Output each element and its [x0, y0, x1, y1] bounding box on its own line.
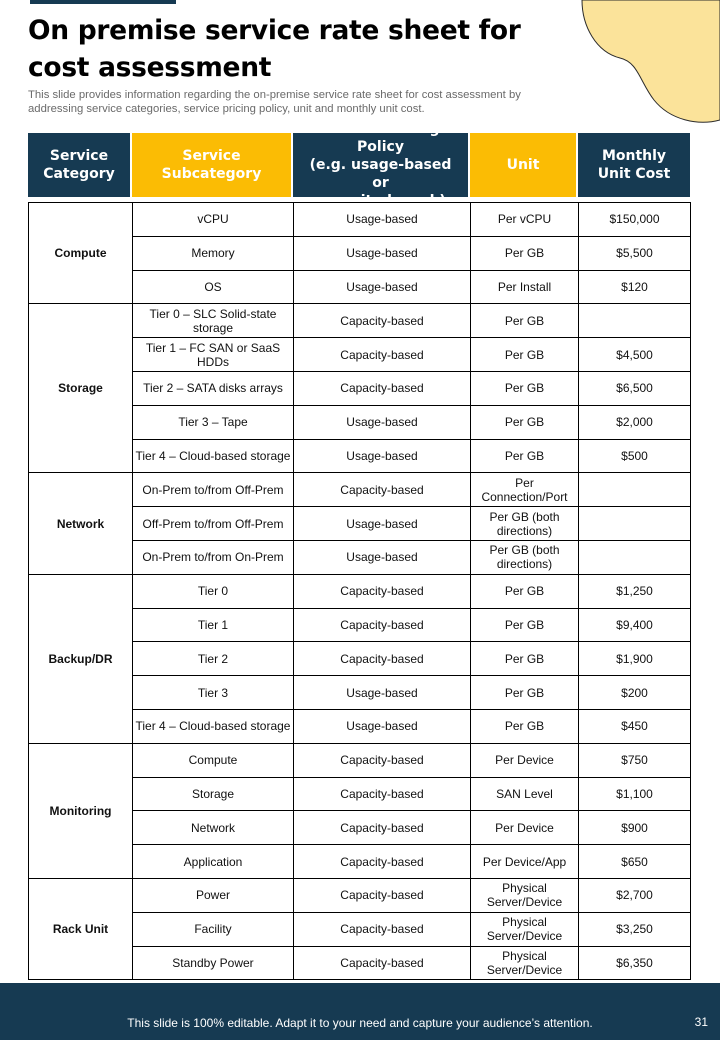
decorative-blob-shape: [582, 0, 720, 122]
subcategory-cell: Tier 3: [133, 676, 294, 710]
subcategory-cell: Off-Prem to/from Off-Prem: [133, 507, 294, 541]
table-row: [29, 473, 691, 507]
subcategory-cell: vCPU: [133, 203, 294, 237]
table-row: [29, 304, 691, 338]
category-cell: Rack Unit: [29, 878, 133, 979]
monthly-cost-cell: $1,900: [579, 642, 691, 676]
pricing-policy-cell: Capacity-based: [294, 946, 471, 980]
rate-table: [28, 202, 691, 980]
unit-cell: Per GB: [471, 405, 579, 439]
pricing-policy-cell: Usage-based: [294, 270, 471, 304]
pricing-policy-cell: Usage-based: [294, 236, 471, 270]
pricing-policy-cell: Usage-based: [294, 203, 471, 237]
unit-cell: Per GB: [471, 608, 579, 642]
unit-cell: Per GB (both directions): [471, 507, 579, 541]
pricing-policy-cell: Capacity-based: [294, 304, 471, 338]
unit-cell: Per GB (both directions): [471, 540, 579, 574]
unit-cell: Per GB: [471, 304, 579, 338]
table-row: [29, 203, 691, 237]
monthly-cost-cell: [579, 507, 691, 541]
page-title: [28, 12, 588, 86]
pricing-policy-cell: Capacity-based: [294, 608, 471, 642]
pricing-policy-cell: Capacity-based: [294, 878, 471, 912]
pricing-policy-cell: Usage-based: [294, 540, 471, 574]
table-row: [29, 743, 691, 777]
monthly-cost-cell: $900: [579, 811, 691, 845]
header-unit: Unit: [470, 133, 576, 197]
category-cell: Monitoring: [29, 743, 133, 878]
pricing-policy-cell: Capacity-based: [294, 811, 471, 845]
unit-cell: Per GB: [471, 338, 579, 372]
subcategory-cell: Network: [133, 811, 294, 845]
monthly-cost-cell: $3,250: [579, 912, 691, 946]
unit-cell: Per GB: [471, 574, 579, 608]
subcategory-cell: Tier 1 – FC SAN or SaaS HDDs: [133, 338, 294, 372]
pricing-policy-cell: Usage-based: [294, 405, 471, 439]
title-line-2: cost assessment: [28, 52, 272, 83]
subcategory-cell: Facility: [133, 912, 294, 946]
decorative-blob: [580, 0, 720, 125]
unit-cell: Per Device/App: [471, 845, 579, 879]
header-pricing-policy: Service Pricing Policy (e.g. usage-based or capacity-based ): [293, 133, 468, 197]
monthly-cost-cell: $500: [579, 439, 691, 473]
subcategory-cell: Tier 2 – SATA disks arrays: [133, 371, 294, 405]
monthly-cost-cell: [579, 540, 691, 574]
subcategory-cell: Tier 3 – Tape: [133, 405, 294, 439]
category-cell: Storage: [29, 304, 133, 473]
unit-cell: Per Install: [471, 270, 579, 304]
unit-cell: Per Connection/Port: [471, 473, 579, 507]
unit-cell: Per GB: [471, 371, 579, 405]
subcategory-cell: Compute: [133, 743, 294, 777]
subcategory-cell: Storage: [133, 777, 294, 811]
unit-cell: Per GB: [471, 676, 579, 710]
monthly-cost-cell: $4,500: [579, 338, 691, 372]
unit-cell: Per GB: [471, 642, 579, 676]
monthly-cost-cell: $120: [579, 270, 691, 304]
pricing-policy-cell: Usage-based: [294, 676, 471, 710]
subcategory-cell: On-Prem to/from On-Prem: [133, 540, 294, 574]
unit-cell: Physical Server/Device: [471, 878, 579, 912]
table-header: [28, 121, 690, 209]
monthly-cost-cell: $750: [579, 743, 691, 777]
rate-table-body: [29, 203, 691, 980]
subcategory-cell: Tier 0 – SLC Solid-state storage: [133, 304, 294, 338]
monthly-cost-cell: $2,700: [579, 878, 691, 912]
pricing-policy-cell: Capacity-based: [294, 338, 471, 372]
monthly-cost-cell: [579, 473, 691, 507]
subcategory-cell: Standby Power: [133, 946, 294, 980]
subcategory-cell: Tier 4 – Cloud-based storage: [133, 709, 294, 743]
subcategory-cell: On-Prem to/from Off-Prem: [133, 473, 294, 507]
monthly-cost-cell: $2,000: [579, 405, 691, 439]
page-number: 31: [694, 1015, 708, 1029]
monthly-cost-cell: $6,350: [579, 946, 691, 980]
subtitle-line-1: This slide provides information regarding the on-premise service rate sheet for cost assessment by: [28, 89, 521, 101]
subcategory-cell: Tier 2: [133, 642, 294, 676]
category-cell: Backup/DR: [29, 574, 133, 743]
table-row: [29, 574, 691, 608]
unit-cell: SAN Level: [471, 777, 579, 811]
monthly-cost-cell: $1,100: [579, 777, 691, 811]
unit-cell: Per vCPU: [471, 203, 579, 237]
header-service-subcategory: Service Subcategory: [132, 133, 291, 197]
monthly-cost-cell: $650: [579, 845, 691, 879]
subcategory-cell: Tier 4 – Cloud-based storage: [133, 439, 294, 473]
subcategory-cell: Power: [133, 878, 294, 912]
unit-cell: Physical Server/Device: [471, 946, 579, 980]
pricing-policy-cell: Capacity-based: [294, 912, 471, 946]
table-row: [29, 878, 691, 912]
subcategory-cell: OS: [133, 270, 294, 304]
pricing-policy-cell: Capacity-based: [294, 845, 471, 879]
pricing-policy-cell: Capacity-based: [294, 743, 471, 777]
pricing-policy-cell: Usage-based: [294, 439, 471, 473]
pricing-policy-cell: Capacity-based: [294, 473, 471, 507]
monthly-cost-cell: $1,250: [579, 574, 691, 608]
subtitle-line-2: addressing service categories, service pricing policy, unit and monthly unit cost.: [28, 103, 425, 115]
title-line-1: On premise service rate sheet for: [28, 15, 521, 46]
unit-cell: Per GB: [471, 236, 579, 270]
monthly-cost-cell: $6,500: [579, 371, 691, 405]
monthly-cost-cell: $450: [579, 709, 691, 743]
subcategory-cell: Tier 1: [133, 608, 294, 642]
category-cell: Network: [29, 473, 133, 574]
pricing-policy-cell: Capacity-based: [294, 574, 471, 608]
top-accent-bar: [30, 0, 176, 4]
pricing-policy-cell: Usage-based: [294, 507, 471, 541]
unit-cell: Per Device: [471, 811, 579, 845]
footer-bar: [0, 983, 720, 1040]
monthly-cost-cell: $200: [579, 676, 691, 710]
page-subtitle: [28, 88, 588, 116]
pricing-policy-cell: Capacity-based: [294, 371, 471, 405]
category-cell: Compute: [29, 203, 133, 304]
pricing-policy-cell: Usage-based: [294, 709, 471, 743]
unit-cell: Per Device: [471, 743, 579, 777]
pricing-policy-cell: Capacity-based: [294, 642, 471, 676]
unit-cell: Per GB: [471, 709, 579, 743]
header-monthly-unit-cost: Monthly Unit Cost: [578, 133, 690, 197]
monthly-cost-cell: $5,500: [579, 236, 691, 270]
monthly-cost-cell: $9,400: [579, 608, 691, 642]
monthly-cost-cell: [579, 304, 691, 338]
subcategory-cell: Memory: [133, 236, 294, 270]
header-service-category: Service Category: [28, 133, 130, 197]
unit-cell: Physical Server/Device: [471, 912, 579, 946]
subcategory-cell: Tier 0: [133, 574, 294, 608]
pricing-policy-cell: Capacity-based: [294, 777, 471, 811]
unit-cell: Per GB: [471, 439, 579, 473]
footer-text: This slide is 100% editable. Adapt it to your need and capture your audience’s attention.: [127, 1016, 593, 1030]
subcategory-cell: Application: [133, 845, 294, 879]
monthly-cost-cell: $150,000: [579, 203, 691, 237]
